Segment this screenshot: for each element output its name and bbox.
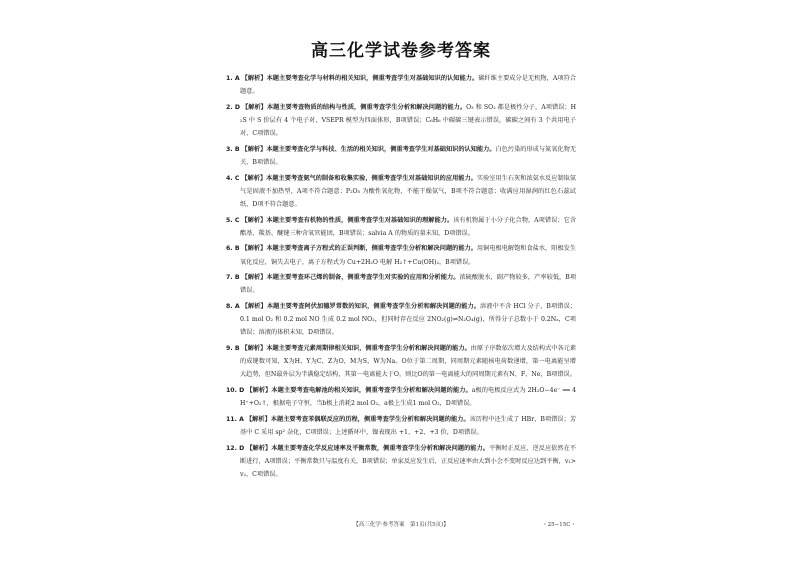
answer-number: 2. D — [226, 103, 240, 111]
answer-number: 9. B — [226, 344, 240, 352]
answer-sheet-page — [226, 30, 576, 550]
analysis-tag: 【解析】 — [241, 245, 267, 253]
answer-lead: 本题主要考查阿伏加德罗常数的知识，侧重考查学生分析和解决问题的能力。 — [266, 302, 481, 310]
answer-text: 碳纤维主要成分是无机物，A项符合题意。 — [240, 75, 577, 96]
answer-item — [226, 214, 576, 240]
analysis-tag: 【解析】 — [241, 344, 267, 352]
answer-text: O₃ 和 SO₂ 都是极性分子，A项错误；H₂S 中 S 价层有 4 个电子对，VSEPR 模型为四面体形，B项错误；C₆H₆ 中碳碳三键表示错误，碳碳之间有 3 个共用电子对，C项错误。 — [240, 103, 577, 138]
answer-text: 溶液中不含 HCl 分子，B项错误；0.1 mol O₂ 和 0.2 mol NO 生成 0.2 mol NO₂，但同时存在反应 2NO₂(g)⇌N₂O₄(g)，所得分子总数小于 0.2Nₐ，C项错误；溶液的体积未知，D项错误。 — [240, 302, 577, 337]
analysis-tag: 【解析】 — [241, 302, 267, 310]
answer-number: 6. B — [226, 245, 240, 253]
answer-number: 3. B — [226, 145, 240, 153]
answer-lead: 本题主要考查环己烯的制备，侧重考查学生对实验的应用和分析能力。 — [266, 274, 460, 282]
answer-item — [226, 172, 576, 212]
answer-lead: 本题主要考查氨气的制备和收集实验，侧重考查学生对基础知识的应用能力。 — [266, 174, 477, 182]
answer-text: 用铜电极电解饱和食盐水，阳极发生氧化反应，铜失去电子，离子方程式为 Cu+2H₂O 电解 H₂↑+Cu(OH)₂，B项错误。 — [240, 245, 577, 266]
analysis-tag: 【解析】 — [241, 145, 267, 153]
answer-number: 12. D — [226, 444, 245, 452]
answer-list — [226, 72, 576, 484]
analysis-tag: 【解析】 — [246, 386, 272, 394]
answer-lead: 本题主要考查有机物的性质，侧重考查学生对基础知识的理解能力。 — [266, 216, 454, 224]
answer-lead: 本题主要考查化学与材料的相关知识，侧重考查学生对基础知识的认知能力。 — [266, 75, 479, 82]
answer-lead: 本题主要考查化学反应速率及平衡常数，侧重考查学生分析和解决问题的能力。 — [271, 444, 489, 452]
analysis-tag: 【解析】 — [241, 174, 267, 182]
analysis-tag: 【解析】 — [245, 415, 271, 423]
answer-item — [226, 384, 576, 410]
answer-number: 4. C — [226, 174, 240, 182]
answer-lead: 本题主要考查电解池的相关知识，侧重考查学生分析和解决问题的能力。 — [271, 386, 472, 394]
answer-lead: 本题主要考查苯偶联反应的历程，侧重考查学生分析和解决问题的能力。 — [270, 415, 470, 423]
answer-item — [226, 300, 576, 340]
answer-item — [226, 442, 576, 482]
answer-text: 白色污染的形成与氮氧化物无关，B项错误。 — [240, 145, 577, 166]
answer-text: a极的电极反应式为 2H₂O−4e⁻ ══ 4H⁺+O₂↑，根据电子守恒，当b极上消耗2 mol O₂，a极上生成1 mol O₂，D项错误。 — [240, 386, 577, 408]
answer-item — [226, 72, 576, 98]
answer-text: 实验室用生石灰和浓氨水反应制取氨气是固液不加热型，A项不符合题意；P₂O₅ 为酸性氧化物，不能干燥氨气，B项不符合题意；收满应用湿润的红色石蕊试纸，D项不符合题意。 — [240, 174, 577, 208]
page-footer — [226, 520, 576, 532]
answer-number: 1. A — [226, 75, 240, 82]
answer-item — [226, 413, 576, 439]
answer-number: 5. C — [226, 216, 240, 224]
analysis-tag: 【解析】 — [242, 103, 267, 111]
analysis-tag: 【解析】 — [241, 216, 267, 224]
answer-number: 10. D — [226, 386, 245, 394]
answer-item — [226, 101, 576, 141]
answer-text: 该历程中还生成了 HBr，B项错误；芳基中 C 采用 sp² 杂化，C项错误；上述循环中，镍表现出 +1、+2、+3 价，D项错误。 — [240, 415, 577, 436]
analysis-tag: 【解析】 — [241, 75, 267, 82]
answer-lead: 本题主要考查物质的结构与性质，侧重考查学生分析和解决问题的能力。 — [266, 103, 467, 111]
footer-code: ・25−15C・ — [542, 522, 576, 528]
page-title: 高三化学试卷参考答案 — [311, 41, 491, 61]
analysis-tag: 【解析】 — [246, 444, 272, 452]
answer-lead: 本题主要考查化学与科技、生活的相关知识，侧重考查学生对基础知识的认知能力。 — [266, 145, 496, 153]
answer-text: 该有机物属于小分子化合物，A项错误；它含酯基、羰基、醚键三种含氧官能团，B项错误；salvia A 的物质的量未知，D项错误。 — [240, 216, 577, 237]
answer-text: 浓硫酸脱水，副产物较多，产率较低，B项错误。 — [240, 274, 577, 295]
answer-lead: 本题主要考查离子方程式的正误判断，侧重考查学生分析和解决问题的能力。 — [266, 245, 477, 253]
answer-number: 11. A — [226, 415, 244, 423]
answer-text: 平衡时正反应、逆反应依然在不断进行，A项错误；平衡常数只与温度有关，B项错误；单家反应发生后，正反应速率由大到小会不变时反应达到平衡，v₁>v₂，C项错误。 — [240, 444, 577, 478]
answer-lead: 本题主要考查元素周期律相关知识，侧重考查学生分析和解决问题的能力。 — [266, 344, 471, 352]
footer-page-label: 【高三化学·参考答案 第1页(共5页)】 — [353, 522, 449, 528]
analysis-tag: 【解析】 — [241, 274, 267, 282]
answer-item — [226, 242, 576, 268]
answer-number: 7. B — [226, 274, 240, 282]
answer-text: 由原子序数依次增大及结构式中各元素的成键数可知，X为H，Y为C，Z为O，M为S，W为Na。O位于第二周期，同周期元素随核电荷数递增，第一电离能呈增大趋势，但N最外层为半满稳定结构，其第一电离能大于O，则比O的第一电离能大的同周期元素有N、F、Ne，B项错误。 — [240, 344, 577, 379]
answer-item — [226, 271, 576, 297]
answer-item — [226, 143, 576, 169]
answer-item — [226, 342, 576, 382]
answer-number: 8. A — [226, 302, 240, 310]
